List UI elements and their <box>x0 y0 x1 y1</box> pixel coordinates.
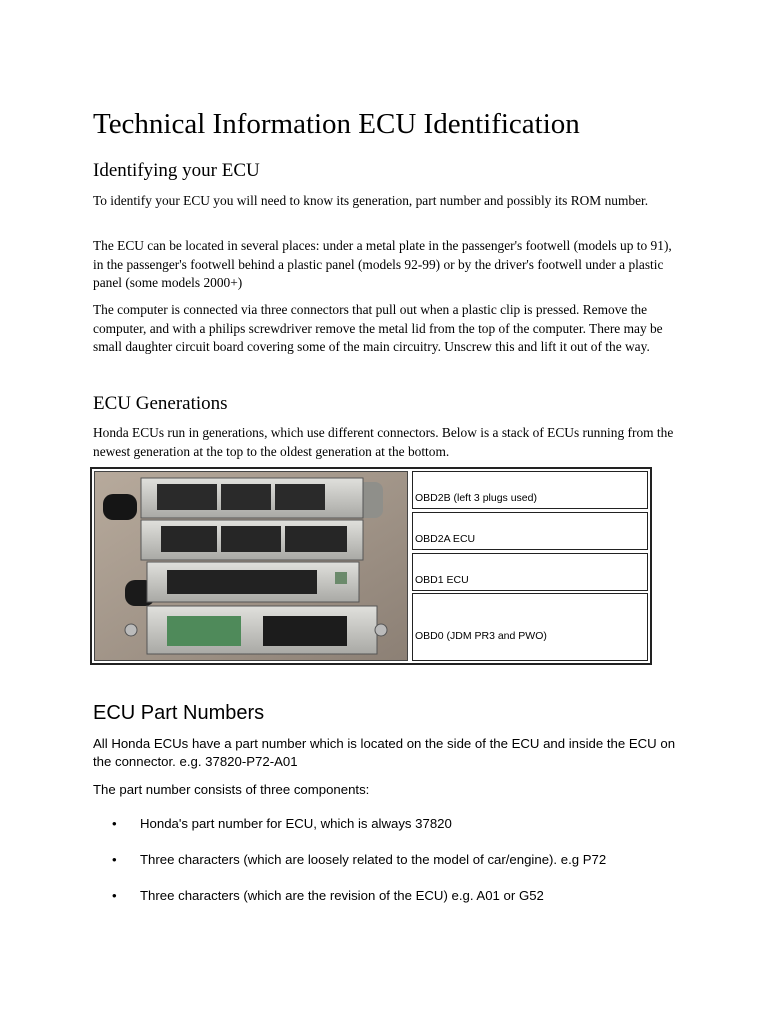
list-item <box>112 851 606 869</box>
list-item-text: Three characters (which are loosely related to the model of car/engine). e.g P72 <box>140 852 607 867</box>
generation-cell-obd1 <box>412 553 648 591</box>
paragraph: To identify your ECU you will need to know its generation, part number and possibly its ROM number. <box>93 193 649 208</box>
ecu-generations-table <box>90 467 652 665</box>
generation-cell-obd0 <box>412 593 648 661</box>
generation-label: OBD0 (JDM PR3 and PWO) <box>415 630 547 642</box>
bullet-icon: • <box>112 888 117 903</box>
list-item <box>112 887 544 905</box>
list-item <box>112 815 452 833</box>
bullet-icon: • <box>112 816 117 831</box>
ecu-stack-photo <box>94 471 408 661</box>
paragraph: The computer is connected via three connectors that pull out when a plastic clip is pressed. Remove the computer, and with a philips screwdriver remove the metal lid from the top of the computer. There may be small daughter circuit board covering some of the main circuitry. Unscrew this and lift it out of the way. <box>93 302 663 354</box>
list-item-text: Honda's part number for ECU, which is always 37820 <box>140 816 452 831</box>
bullet-icon: • <box>112 852 117 867</box>
generation-cell-obd2a <box>412 512 648 550</box>
paragraph: The part number consists of three components: <box>93 782 370 797</box>
generation-label: OBD1 ECU <box>415 574 469 586</box>
generation-cell-obd2b <box>412 471 648 509</box>
section-heading-identifying: Identifying your ECU <box>93 160 260 181</box>
paragraph: The ECU can be located in several places: under a metal plate in the passenger's footwell (models up to 91), in the passenger's footwell behind a plastic panel (models 92-99) or by the driver's footwell under a plastic panel (some models 2000+) <box>93 238 672 290</box>
paragraph: All Honda ECUs have a part number which is located on the side of the ECU and inside the ECU on the connector. e.g. 37820-P72-A01 <box>93 736 676 769</box>
generation-label: OBD2A ECU <box>415 533 476 545</box>
list-item-text: Three characters (which are the revision of the ECU) e.g. A01 or G52 <box>140 888 544 903</box>
generation-label: OBD2B (left 3 plugs used) <box>415 492 537 504</box>
section-heading-generations: ECU Generations <box>93 393 228 414</box>
section-heading-part-numbers: ECU Part Numbers <box>93 702 265 724</box>
paragraph: Honda ECUs run in generations, which use different connectors. Below is a stack of ECUs running from the newest generation at the top to the oldest generation at the bottom. <box>93 425 674 459</box>
page-title: Technical Information ECU Identification <box>93 108 580 140</box>
